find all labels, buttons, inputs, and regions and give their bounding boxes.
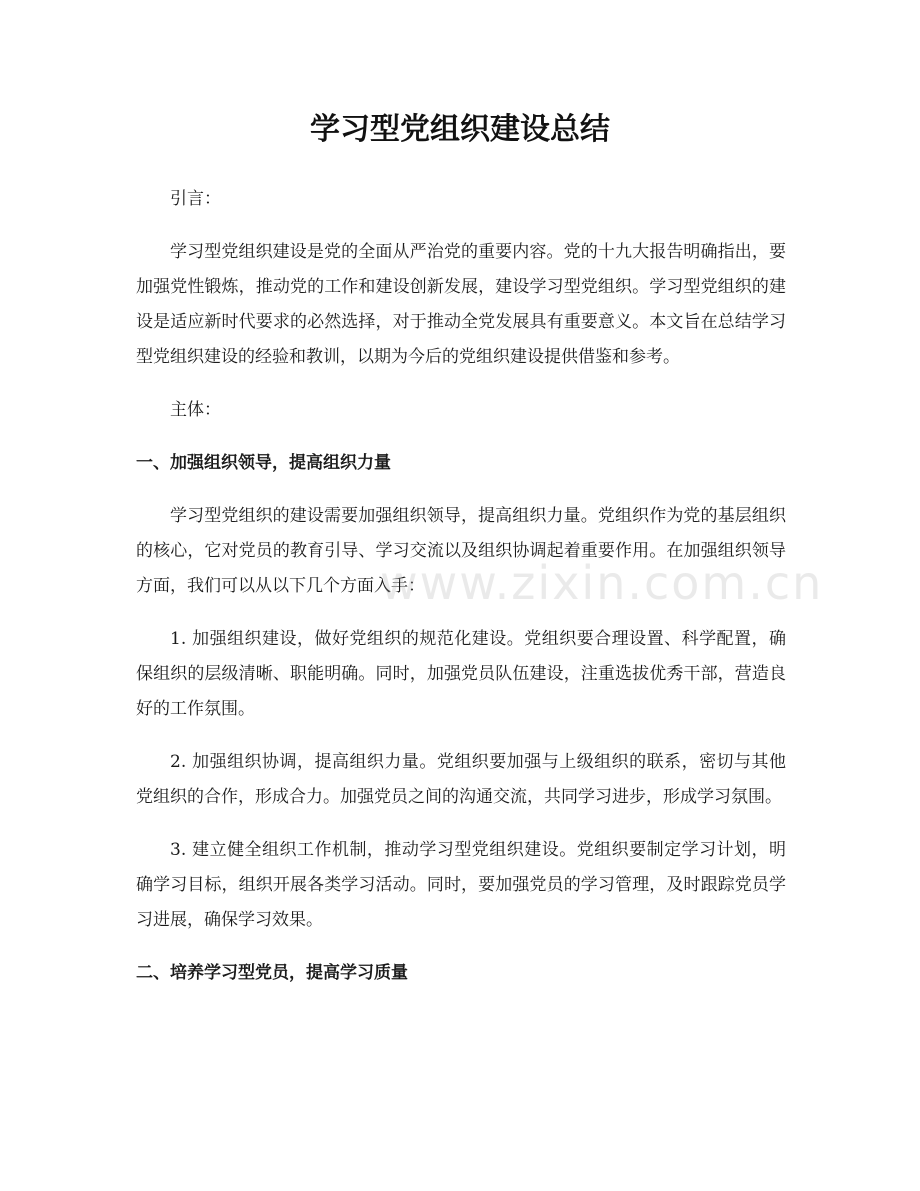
section-2-heading: 二、培养学习型党员，提高学习质量: [136, 963, 408, 983]
document-body: [136, 182, 786, 1009]
section-1-paragraph: 学习型党组织的建设需要加强组织领导，提高组织力量。党组织作为党的基层组织的核心，它对党员的教育引导、学习交流以及组织协调起着重要作用。在加强组织领导方面，我们可以从以下几个方面入手：: [136, 506, 786, 596]
intro-paragraph: 学习型党组织建设是党的全面从严治党的重要内容。党的十九大报告明确指出，要加强党性锻炼，推动党的工作和建设创新发展，建设学习型党组织。学习型党组织的建设是适应新时代要求的必然选择，对于推动全党发展具有重要意义。本文旨在总结学习型党组织建设的经验和教训，以期为今后的党组织建设提供借鉴和参考。: [136, 242, 786, 367]
body-label: 主体：: [170, 400, 221, 420]
intro-label: 引言：: [170, 189, 221, 209]
list-item-2: 2. 加强组织协调，提高组织力量。党组织要加强与上级组织的联系，密切与其他党组织的合作，形成合力。加强党员之间的沟通交流，共同学习进步，形成学习氛围。: [136, 752, 786, 807]
document-title: 学习型党组织建设总结: [310, 112, 610, 147]
list-item-1: 1. 加强组织建设，做好党组织的规范化建设。党组织要合理设置、科学配置，确保组织的层级清晰、职能明确。同时，加强党员队伍建设，注重选拔优秀干部，营造良好的工作氛围。: [136, 629, 786, 719]
section-1-heading: 一、加强组织领导，提高组织力量: [136, 453, 391, 473]
watermark: www.zixin.com.cn: [380, 556, 824, 610]
list-item-3: 3. 建立健全组织工作机制，推动学习型党组织建设。党组织要制定学习计划，明确学习目标，组织开展各类学习活动。同时，要加强党员的学习管理，及时跟踪党员学习进展，确保学习效果。: [136, 840, 786, 930]
